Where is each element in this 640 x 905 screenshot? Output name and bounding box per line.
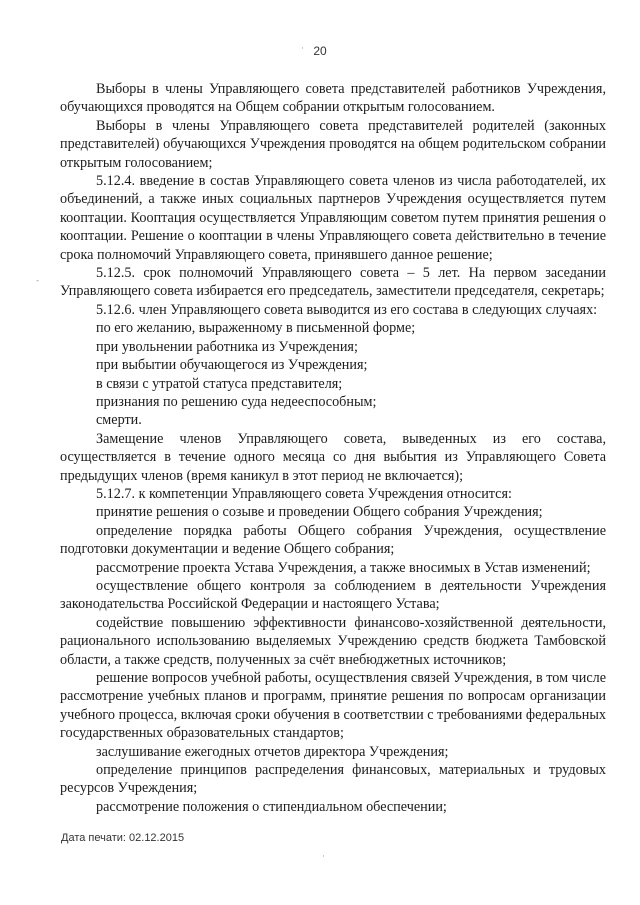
list-item: в связи с утратой статуса представителя; xyxy=(96,375,343,392)
page-number: 20 xyxy=(313,44,327,58)
paragraph: решение вопросов учебной работы, осуществления связей Учреждения, в том числе рассмотрение учебных планов и программ, принятие решения по вопросам организации учебного процесса, включая сроки обучения в соответствии с требованиями федеральных государственных образовательных стандартов; xyxy=(60,670,606,742)
paragraph: определение принципов распределения финансовых, материальных и трудовых ресурсов Учреждения; xyxy=(60,762,606,797)
list-item: признания по решению суда недееспособным; xyxy=(96,393,377,410)
list-item: по его желанию, выраженному в письменной форме; xyxy=(96,320,416,337)
print-date: Дата печати: 02.12.2015 xyxy=(61,832,185,844)
paragraph: заслушивание ежегодных отчетов директора Учреждения; xyxy=(96,743,449,760)
scan-mark: - xyxy=(36,276,40,286)
paragraph: определение порядка работы Общего собрания Учреждения, осуществление подготовки документации и ведение Общего собрания; xyxy=(60,522,606,558)
paragraph: 5.12.7. к компетенции Управляющего совета Учреждения относится: xyxy=(96,485,512,502)
paragraph: принятие решения о созыве и проведении Общего собрания Учреждения; xyxy=(96,504,543,521)
list-item: при выбытии обучающегося из Учреждения; xyxy=(96,357,368,374)
paragraph: содействие повышению эффективности финансово-хозяйственной деятельности, рационального использованию выделяемых Учреждению средств бюджета Тамбовской области, а также средств, полученных за счёт внебюджетных источников; xyxy=(60,614,606,668)
paragraph: рассмотрение проекта Устава Учреждения, а также вносимых в Устав изменений; xyxy=(96,559,591,576)
paragraph: 5.12.4. введение в состав Управляющего совета членов из числа работодателей, их объединений, а также иных социальных партнеров Учреждения осуществляется путем кооптации. Кооптация осуществляется Управляющим советом путем принятия решения о кооптации. Решение о кооптации в члены Управляющего совета действительно в течение срока полномочий Управляющего совета, принявшего данное решение; xyxy=(60,173,606,263)
document-body xyxy=(60,80,606,816)
paragraph: Выборы в члены Управляющего совета представителей работников Учреждения, обучающихся проводятся на Общем собрании открытым голосованием. xyxy=(60,81,606,116)
list-item: при увольнении работника из Учреждения; xyxy=(96,338,358,355)
paragraph: 5.12.6. член Управляющего совета выводится из его состава в следующих случаях: xyxy=(96,301,598,318)
paragraph: Выборы в члены Управляющего совета представителей родителей (законных представителей) обучающихся Учреждения проводятся на общем родительском собрании открытым голосованием; xyxy=(60,117,606,171)
paragraph: осуществление общего контроля за соблюдением в деятельности Учреждения законодательства Российской Федерации и настоящего Устава; xyxy=(60,577,606,613)
paragraph: 5.12.5. срок полномочий Управляющего совета – 5 лет. На первом заседании Управляющего совета избирается его председатель, заместители председателя, секретарь; xyxy=(60,265,606,300)
scan-mark: · xyxy=(322,852,325,862)
scan-mark: · xyxy=(301,44,304,54)
paragraph: Замещение членов Управляющего совета, выведенных из его состава, осуществляется в течение одного месяца со дня выбытия из Управляющего Совета предыдущих членов (время каникул в этот период не включается); xyxy=(60,430,606,484)
paragraph: рассмотрение положения о стипендиальном обеспечении; xyxy=(96,798,447,815)
list-item: смерти. xyxy=(96,412,142,429)
